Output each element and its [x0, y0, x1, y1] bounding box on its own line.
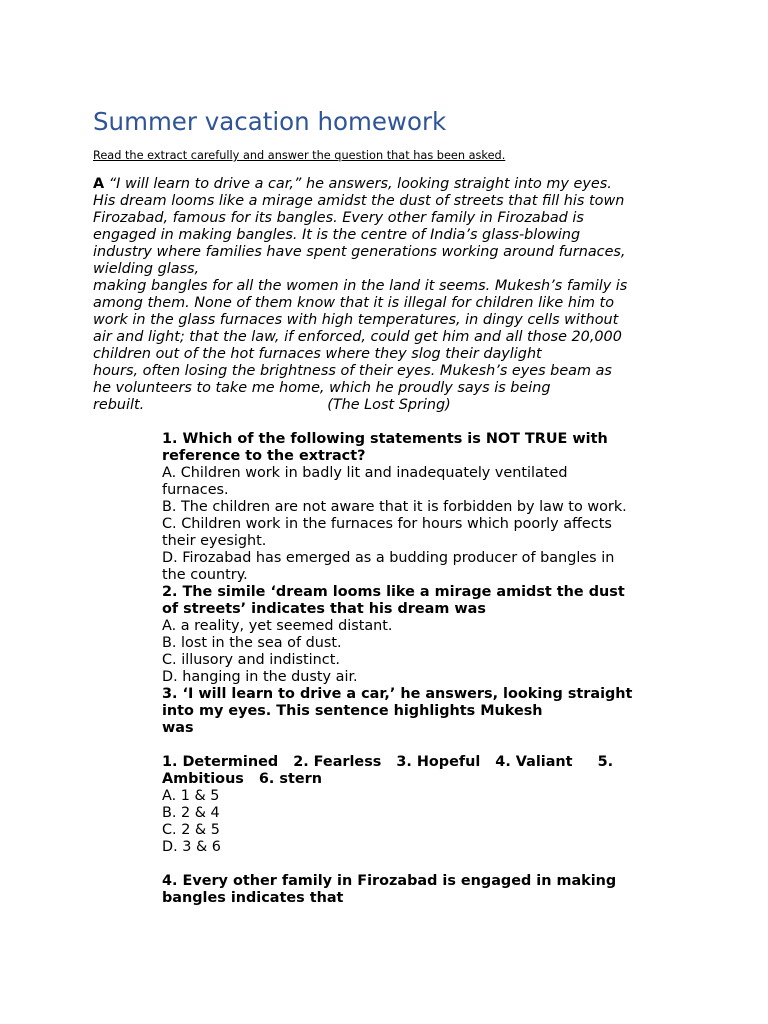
extract-line: work in the glass furnaces with high temperatures, in dingy cells without: [93, 312, 619, 328]
question-3-option: C. 2 & 5: [162, 822, 220, 838]
question-2-option: C. illusory and indistinct.: [162, 652, 340, 668]
question-3-option: B. 2 & 4: [162, 805, 220, 821]
question-1-option: furnaces.: [162, 482, 229, 498]
question-1-text: reference to the extract?: [162, 448, 366, 464]
question-1-text: 1. Which of the following statements is NOT TRUE with: [162, 431, 608, 447]
extract-label: A: [93, 176, 105, 192]
question-1-option: their eyesight.: [162, 533, 267, 549]
extract-line: [93, 176, 683, 193]
extract-line: His dream looms like a mirage amidst the dust of streets that fill his town: [93, 193, 625, 209]
extract-line: he volunteers to take me home, which he proudly says is being: [93, 380, 551, 396]
question-2-option: B. lost in the sea of dust.: [162, 635, 342, 651]
question-1-option: A. Children work in badly lit and inadequately ventilated: [162, 465, 568, 481]
question-3-option: D. 3 & 6: [162, 839, 221, 855]
extract-first-line: “I will learn to drive a car,” he answers, looking straight into my eyes.: [104, 176, 612, 192]
question-list: [162, 431, 682, 907]
extract-line: air and light; that the law, if enforced, could get him and all those 20,000: [93, 329, 622, 345]
extract-line: industry where families have spent generations working around furnaces,: [93, 244, 626, 260]
extract-line: making bangles for all the women in the land it seems. Mukesh’s family is: [93, 278, 628, 294]
extract-line: engaged in making bangles. It is the centre of India’s glass-blowing: [93, 227, 581, 243]
question-2-option: A. a reality, yet seemed distant.: [162, 618, 393, 634]
question-3-option: A. 1 & 5: [162, 788, 220, 804]
extract-line: among them. None of them know that it is illegal for children like him to: [93, 295, 614, 311]
page-title: Summer vacation homework: [93, 107, 447, 136]
extract-line: rebuilt. (The Lost Spring): [93, 397, 451, 413]
question-2-text: of streets’ indicates that his dream was: [162, 601, 486, 617]
question-1-option: B. The children are not aware that it is forbidden by law to work.: [162, 499, 627, 515]
question-1-option: C. Children work in the furnaces for hours which poorly affects: [162, 516, 612, 532]
blank-line: [162, 737, 682, 754]
extract-line: wielding glass,: [93, 261, 200, 277]
question-3-text: was: [162, 720, 194, 736]
question-3-choices: 1. Determined 2. Fearless 3. Hopeful 4. Valiant 5.: [162, 754, 614, 770]
question-4-text: 4. Every other family in Firozabad is engaged in making: [162, 873, 617, 889]
question-2-text: 2. The simile ‘dream looms like a mirage amidst the dust: [162, 584, 625, 600]
question-2-option: D. hanging in the dusty air.: [162, 669, 358, 685]
extract-line: Firozabad, famous for its bangles. Every other family in Firozabad is: [93, 210, 584, 226]
question-3-text: into my eyes. This sentence highlights Mukesh: [162, 703, 543, 719]
extract-passage: [93, 176, 683, 414]
question-1-option: the country.: [162, 567, 248, 583]
blank-line: [162, 856, 682, 873]
question-4-text: bangles indicates that: [162, 890, 344, 906]
question-1-option: D. Firozabad has emerged as a budding producer of bangles in: [162, 550, 615, 566]
question-3-choices: Ambitious 6. stern: [162, 771, 322, 787]
extract-line: children out of the hot furnaces where they slog their daylight: [93, 346, 542, 362]
question-3-text: 3. ‘I will learn to drive a car,’ he answers, looking straight: [162, 686, 633, 702]
extract-line: hours, often losing the brightness of their eyes. Mukesh’s eyes beam as: [93, 363, 612, 379]
instruction-text: Read the extract carefully and answer the question that has been asked.: [93, 149, 506, 162]
